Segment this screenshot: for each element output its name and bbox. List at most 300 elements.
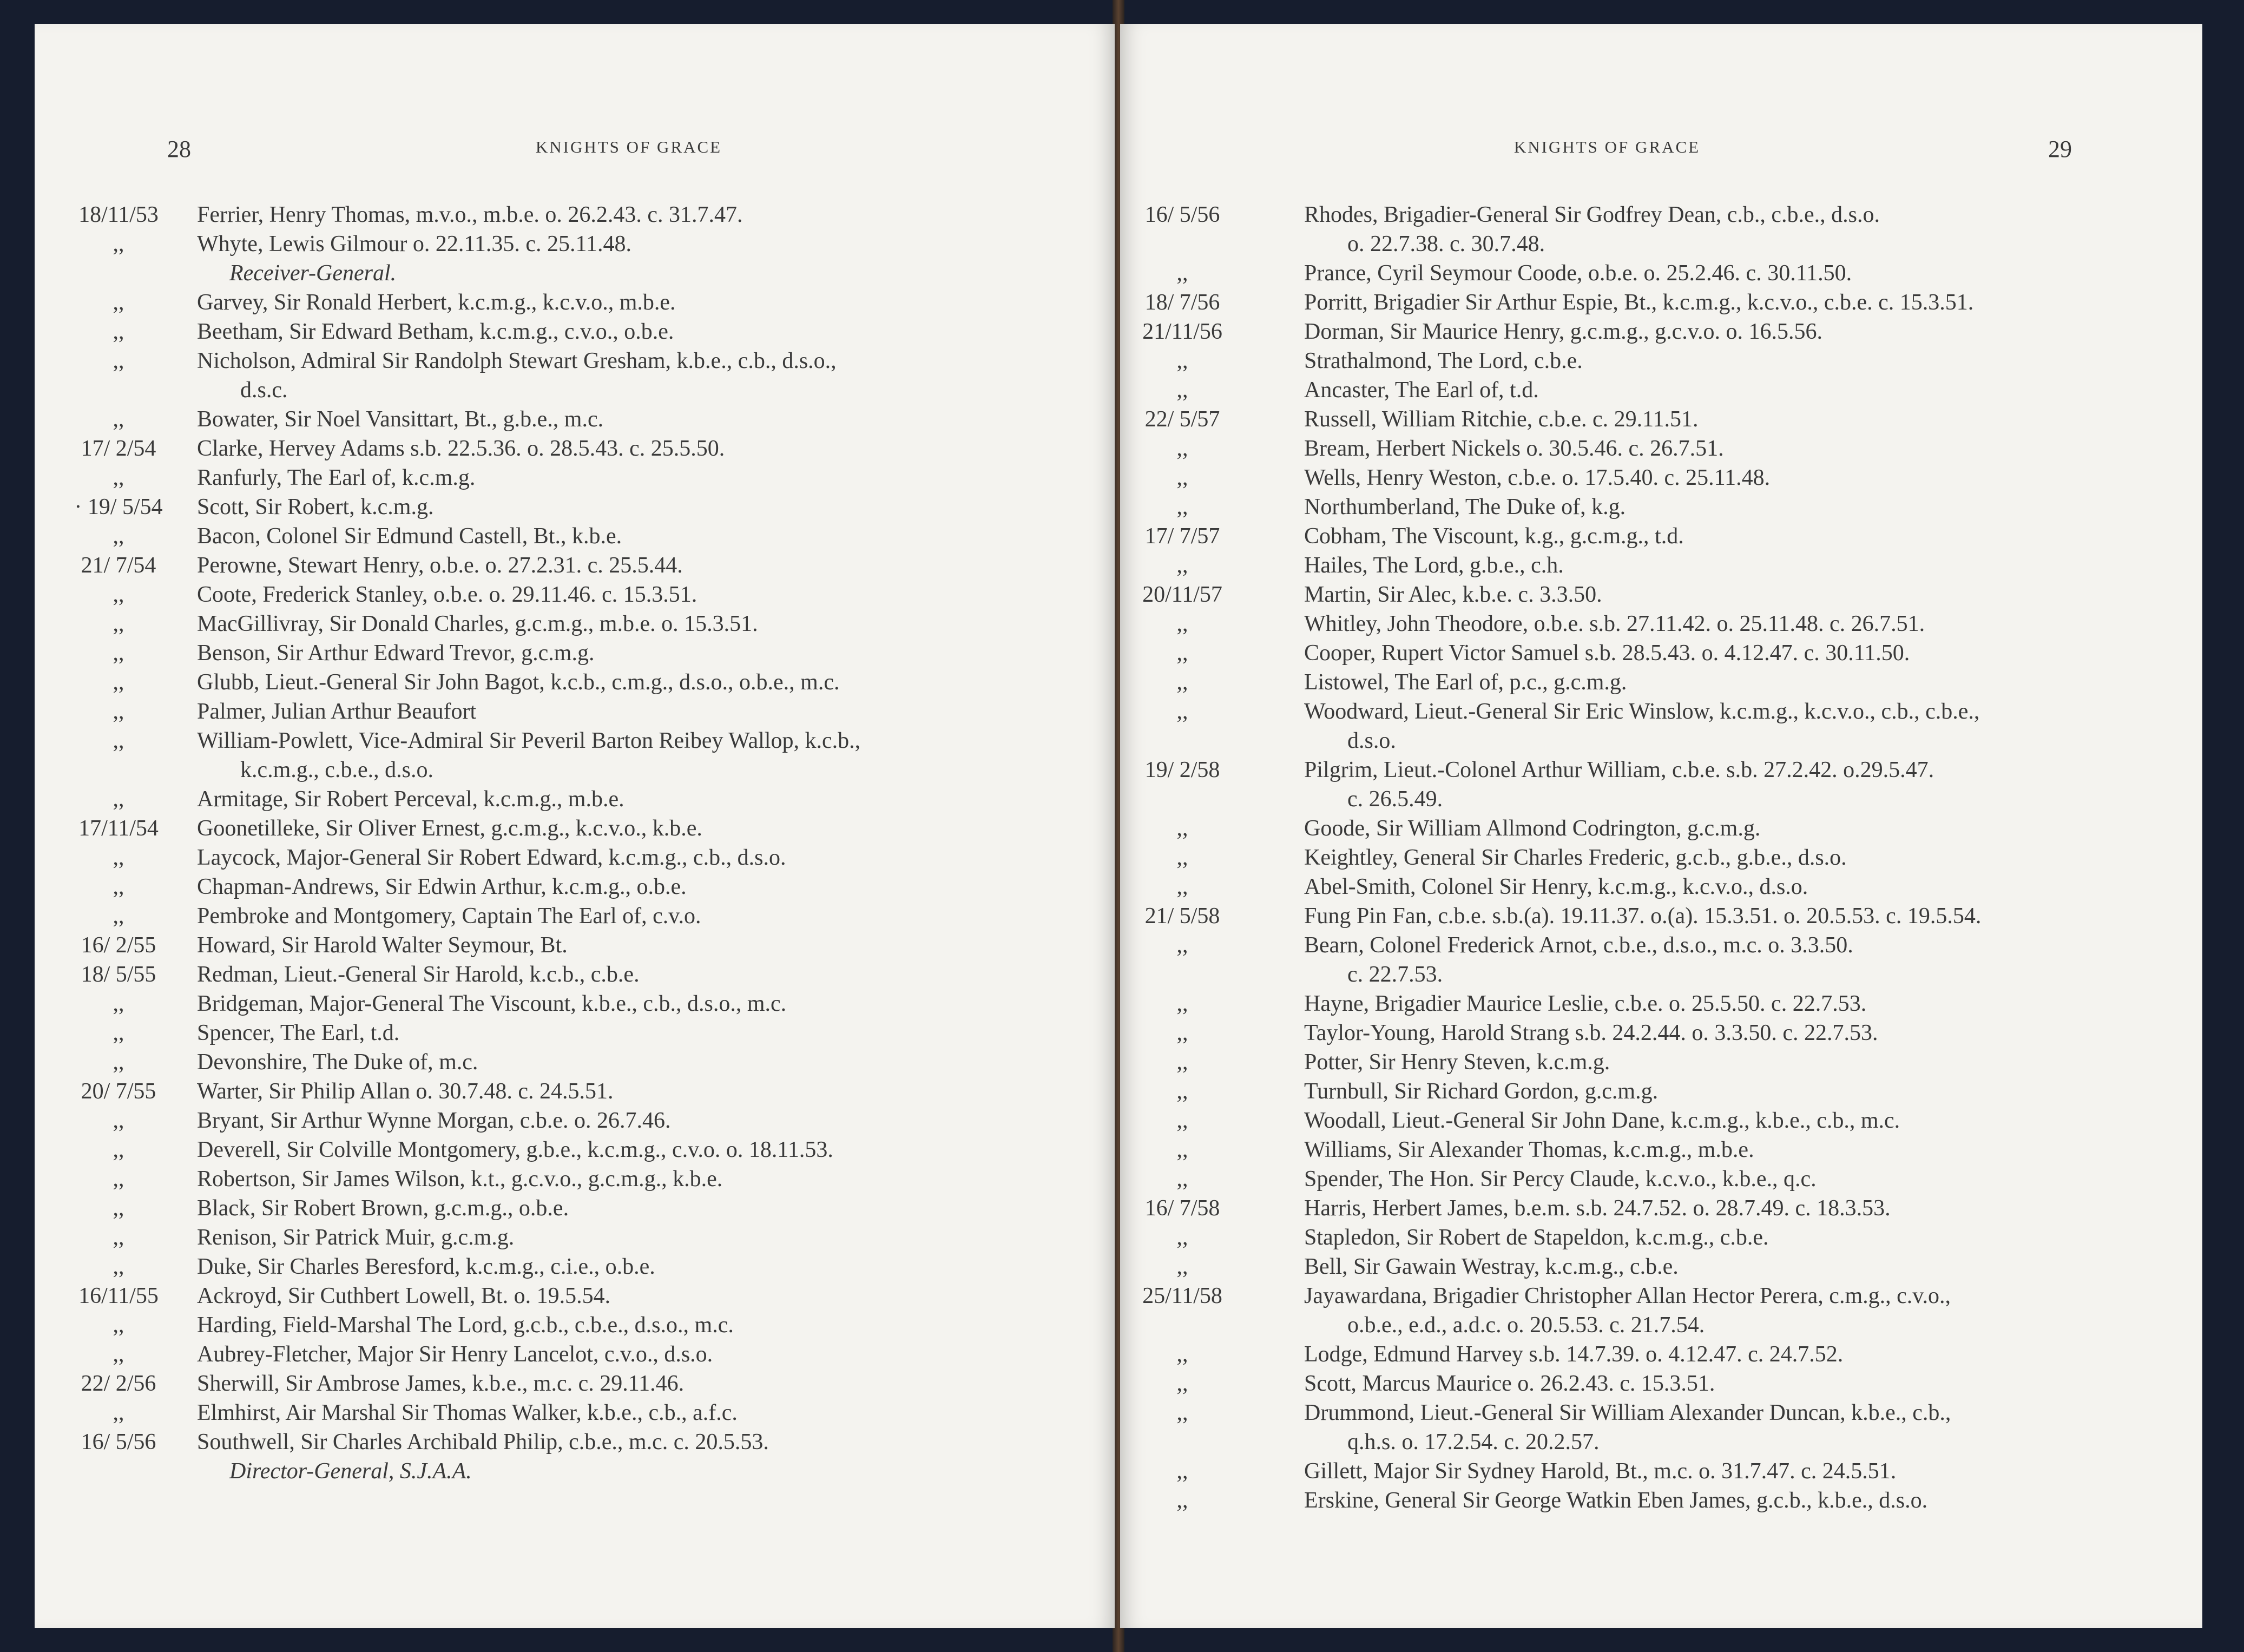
entry-date: ,, [113,407,124,432]
entry-date: ,, [1176,1459,1188,1484]
list-item [78,814,1115,843]
entry-text: Clarke, Hervey Adams s.b. 22.5.36. o. 28.5.43. c. 25.5.50. [197,436,725,461]
entry-continuation: o. 22.7.38. c. 30.7.48. [1347,232,1545,256]
list-item [113,726,1115,785]
list-item [1120,551,2121,580]
list-item [113,522,1115,551]
entry-date: ,, [113,582,124,607]
entry-date: ,, [113,465,124,490]
right-page [1120,24,2202,1628]
entry-text-block [1245,551,2121,580]
list-item [1120,317,2121,346]
list-item [1120,989,2121,1018]
list-item [78,1281,1115,1311]
entry-text: Harding, Field-Marshal The Lord, g.c.b., c.b.e., d.s.o., m.c. [197,1313,734,1338]
entry-date: ,, [113,699,124,724]
entry-date: ,, [1176,1021,1188,1045]
entry-text-block [197,697,1115,726]
entry-text: Drummond, Lieut.-General Sir William Alexander Duncan, k.b.e., c.b., [1304,1400,1951,1425]
entry-date: 16/ 7/58 [1144,1196,1220,1221]
list-item [113,785,1115,814]
entry-date: 19/ 2/58 [1144,758,1220,782]
list-item [113,843,1115,872]
page-header [35,135,1115,168]
entry-text-block [1245,814,2121,843]
list-item [81,1077,1115,1106]
entry-text-block [1245,317,2121,346]
entry-text: Southwell, Sir Charles Archibald Philip, c.b.e., m.c. c. 20.5.53. [197,1430,769,1454]
page-header [1120,135,2202,168]
entry-text-block [1245,609,2121,639]
entry-date: ,, [113,1196,124,1221]
list-item [113,1340,1115,1369]
entry-text: Wells, Henry Weston, c.b.e. o. 17.5.40. c. 25.11.48. [1304,465,1771,490]
list-item [113,1135,1115,1164]
entry-text: Benson, Sir Arthur Edward Trevor, g.c.m.g. [197,641,595,666]
list-item [1120,434,2121,463]
list-item [1120,1048,2121,1077]
entry-date: ,, [113,1137,124,1162]
entry-text-block [1245,639,2121,668]
list-item [113,901,1115,931]
entry-text: Goonetilleke, Sir Oliver Ernest, g.c.m.g., k.c.v.o., k.b.e. [197,816,702,841]
entry-text-block [197,229,1115,288]
entry-date: ,, [1176,1488,1188,1513]
entry-date: ,, [113,290,124,315]
entry-date: ,, [113,319,124,344]
entry-continuation: c. 26.5.49. [1347,787,1443,812]
list-item [1120,1398,2121,1457]
entry-date: ,, [113,611,124,636]
entry-text: MacGillivray, Sir Donald Charles, g.c.m.g., m.b.e. o. 15.3.51. [197,611,758,636]
entry-text: Beetham, Sir Edward Betham, k.c.m.g., c.v.o., o.b.e. [197,319,674,344]
list-item [1120,376,2121,405]
entry-date: 25/11/58 [1142,1284,1222,1308]
entry-text: Sherwill, Sir Ambrose James, k.b.e., m.c. c. 29.11.46. [197,1371,685,1396]
entry-list [74,200,1115,1486]
entry-text: Robertson, Sir James Wilson, k.t., g.c.v.o., g.c.m.g., k.b.e. [197,1167,723,1192]
entry-continuation: d.s.o. [1347,728,1396,753]
entry-text: Turnbull, Sir Richard Gordon, g.c.m.g. [1304,1079,1659,1104]
entry-date: ,, [1176,641,1188,666]
entry-date: ,, [113,232,124,256]
list-item [113,1106,1115,1135]
entry-text: Redman, Lieut.-General Sir Harold, k.c.b., c.b.e. [197,962,640,987]
entry-text-block [1245,434,2121,463]
entry-text-block [197,960,1115,989]
list-item [1120,872,2121,901]
entry-text: Goode, Sir William Allmond Codrington, g.c.m.g. [1304,816,1761,841]
entry-text: Hayne, Brigadier Maurice Leslie, c.b.e. o. 25.5.50. c. 22.7.53. [1304,991,1867,1016]
entry-text: Warter, Sir Philip Allan o. 30.7.48. c. 24.5.51. [197,1079,614,1104]
list-item [1120,1252,2121,1281]
entry-date: ,, [113,1050,124,1075]
entry-text-block [197,1018,1115,1048]
entry-date: 21/ 5/58 [1144,904,1220,929]
list-item [1120,1194,2121,1223]
entry-continuation: q.h.s. o. 17.2.54. c. 20.2.57. [1347,1430,1600,1454]
entry-text-block [197,785,1115,814]
entry-date: ,, [1176,1167,1188,1192]
entry-date: 20/11/57 [1142,582,1222,607]
entry-text-block [197,1427,1115,1486]
entry-date: 17/11/54 [78,816,159,841]
entry-text-block [197,872,1115,901]
entry-text-block [1245,376,2121,405]
running-title: KNIGHTS OF GRACE [1513,137,1701,156]
entry-text: Taylor-Young, Harold Strang s.b. 24.2.44. o. 3.3.50. c. 22.7.53. [1304,1021,1878,1045]
list-item [113,317,1115,346]
list-item [1120,609,2121,639]
entry-text: Ranfurly, The Earl of, k.c.m.g. [197,465,476,490]
entry-text-block [197,1311,1115,1340]
entry-date: ,, [113,1342,124,1367]
entry-text-block [197,200,1115,229]
entry-text: Garvey, Sir Ronald Herbert, k.c.m.g., k.c.v.o., m.b.e. [197,290,676,315]
entry-text: Chapman-Andrews, Sir Edwin Arthur, k.c.m.g., o.b.e. [197,874,687,899]
entry-text-block [1245,1340,2121,1369]
entry-text: Strathalmond, The Lord, c.b.e. [1304,348,1583,373]
list-item [1120,668,2121,697]
entry-continuation: o.b.e., e.d., a.d.c. o. 20.5.53. c. 21.7.54. [1347,1313,1705,1338]
list-item [113,1048,1115,1077]
list-item [1120,1281,2121,1340]
entry-date: ,, [1176,874,1188,899]
entry-text-block [1245,580,2121,609]
entry-text-block [197,668,1115,697]
list-item [113,609,1115,639]
entry-text-block [1245,1486,2121,1515]
list-item [1120,580,2121,609]
entry-text: Harris, Herbert James, b.e.m. s.b. 24.7.52. o. 28.7.49. c. 18.3.53. [1304,1196,1891,1221]
entry-text: Rhodes, Brigadier-General Sir Godfrey Dean, c.b., c.b.e., d.s.o. [1304,202,1880,227]
entry-text-block [197,639,1115,668]
entry-text: Listowel, The Earl of, p.c., g.c.m.g. [1304,670,1627,695]
list-item [113,1164,1115,1194]
entry-text: Whyte, Lewis Gilmour o. 22.11.35. c. 25.11.48. [197,232,631,256]
list-item [113,639,1115,668]
list-item [113,229,1115,288]
entry-text-block [1245,697,2121,755]
entry-text-block [1245,1135,2121,1164]
entry-date: ,, [113,524,124,549]
entry-text: Stapledon, Sir Robert de Stapeldon, k.c.m.g., c.b.e. [1304,1225,1769,1250]
entry-text: Porritt, Brigadier Sir Arthur Espie, Bt., k.c.m.g., k.c.v.o., c.b.e. c. 15.3.51. [1304,290,1974,315]
entry-date: ,, [113,991,124,1016]
list-item [1120,1018,2121,1048]
list-item [1120,1369,2121,1398]
entry-date: ,, [1176,1225,1188,1250]
entry-text: Glubb, Lieut.-General Sir John Bagot, k.c.b., c.m.g., d.s.o., o.b.e., m.c. [197,670,840,695]
entry-text: Ancaster, The Earl of, t.d. [1304,378,1539,403]
entry-text: Cobham, The Viscount, k.g., g.c.m.g., t.d. [1304,524,1684,549]
entry-list [1120,200,2121,1515]
entry-text-block [1245,1018,2121,1048]
entry-date: ,, [1176,1050,1188,1075]
entry-text-block [197,1369,1115,1398]
entry-date: ,, [1176,348,1188,373]
entry-date: ,, [113,348,124,373]
entry-text: Ackroyd, Sir Cuthbert Lowell, Bt. o. 19.5.54. [197,1284,611,1308]
list-item [113,1018,1115,1048]
entry-continuation: d.s.c. [240,378,288,403]
entry-text-block [197,492,1115,522]
entry-text: Black, Sir Robert Brown, g.c.m.g., o.b.e. [197,1196,569,1221]
entry-text: Bridgeman, Major-General The Viscount, k.b.e., c.b., d.s.o., m.c. [197,991,787,1016]
entry-date: ,, [113,1400,124,1425]
entry-text-block [1245,872,2121,901]
entry-text-block [197,1077,1115,1106]
list-item [1120,463,2121,492]
entry-date: 21/11/56 [1142,319,1222,344]
entry-text-block [1245,1106,2121,1135]
list-item [1120,1223,2121,1252]
entry-text: Duke, Sir Charles Beresford, k.c.m.g., c.i.e., o.b.e. [197,1254,655,1279]
entry-text-block [197,580,1115,609]
list-item [1120,697,2121,755]
entry-text: Renison, Sir Patrick Muir, g.c.m.g. [197,1225,515,1250]
list-item [1120,1486,2121,1515]
list-item [113,1194,1115,1223]
entry-text-block [1245,1164,2121,1194]
entry-text: Bell, Sir Gawain Westray, k.c.m.g., c.b.e. [1304,1254,1679,1279]
entry-text: Russell, William Ritchie, c.b.e. c. 29.11.51. [1304,407,1699,432]
list-item [113,1311,1115,1340]
entry-date: ,, [1176,816,1188,841]
entry-text: Ferrier, Henry Thomas, m.v.o., m.b.e. o. 26.2.43. c. 31.7.47. [197,202,743,227]
list-item [1120,1340,2121,1369]
entry-text-block [1245,1048,2121,1077]
entry-text: Lodge, Edmund Harvey s.b. 14.7.39. o. 4.12.47. c. 24.7.52. [1304,1342,1844,1367]
entry-text: Nicholson, Admiral Sir Randolph Stewart Gresham, k.b.e., c.b., d.s.o., [197,348,837,373]
entry-date: ,, [113,1021,124,1045]
entry-date: ,, [1176,699,1188,724]
entry-office: Receiver-General. [229,261,397,286]
entry-date: ,, [113,787,124,812]
entry-text-block [197,814,1115,843]
entry-text-block [1245,989,2121,1018]
entry-text: Perowne, Stewart Henry, o.b.e. o. 27.2.31. c. 25.5.44. [197,553,683,578]
entry-date: ,, [113,1167,124,1192]
entry-text: Palmer, Julian Arthur Beaufort [197,699,477,724]
entry-text-block [197,551,1115,580]
entry-text: Whitley, John Theodore, o.b.e. s.b. 27.11.42. o. 25.11.48. c. 26.7.51. [1304,611,1925,636]
list-item [81,931,1115,960]
entry-text: Scott, Sir Robert, k.c.m.g. [197,495,434,519]
entry-date: 16/ 5/56 [81,1430,156,1454]
entry-text-block [197,726,1115,785]
entry-text-block [197,931,1115,960]
entry-text: Gillett, Major Sir Sydney Harold, Bt., m.c. o. 31.7.47. c. 24.5.51. [1304,1459,1897,1484]
entry-text-block [197,989,1115,1018]
list-item [1120,200,2121,259]
list-item [1120,755,2121,814]
entry-text: Bearn, Colonel Frederick Arnot, c.b.e., d.s.o., m.c. o. 3.3.50. [1304,933,1853,958]
list-item [1120,1077,2121,1106]
entry-text: Hailes, The Lord, g.b.e., c.h. [1304,553,1564,578]
entry-text-block [1245,259,2121,288]
list-item [81,434,1115,463]
list-item [1120,346,2121,376]
entry-date: ,, [1176,845,1188,870]
entry-date: ,, [1176,465,1188,490]
entry-date: ,, [113,1108,124,1133]
entry-date: ,, [1176,436,1188,461]
running-title: KNIGHTS OF GRACE [535,137,722,156]
list-item [1120,1164,2121,1194]
entry-text-block [1245,1252,2121,1281]
entry-date: ,, [1176,1342,1188,1367]
entry-date: ,, [1176,611,1188,636]
list-item [78,200,1115,229]
entry-text-block [1245,1398,2121,1457]
list-item [1120,522,2121,551]
list-item [113,346,1115,405]
entry-text: Bryant, Sir Arthur Wynne Morgan, c.b.e. o. 26.7.46. [197,1108,671,1133]
entry-date: ,, [1176,378,1188,403]
entry-date: 21/ 7/54 [81,553,156,578]
entry-continuation: c. 22.7.53. [1347,962,1443,987]
entry-text-block [197,1398,1115,1427]
entry-date: ,, [1176,1079,1188,1104]
entry-text-block [1245,931,2121,989]
entry-date: 17/ 2/54 [81,436,156,461]
entry-text-block [1245,346,2121,376]
entry-text-block [197,1340,1115,1369]
entry-text: Laycock, Major-General Sir Robert Edward, k.c.m.g., c.b., d.s.o. [197,845,786,870]
entry-continuation: k.c.m.g., c.b.e., d.s.o. [240,758,433,782]
entry-date: 22/ 5/57 [1144,407,1220,432]
entry-text: Bacon, Colonel Sir Edmund Castell, Bt., k.b.e. [197,524,622,549]
entry-text: Northumberland, The Duke of, k.g. [1304,495,1626,519]
entry-text: Erskine, General Sir George Watkin Eben James, g.c.b., k.b.e., d.s.o. [1304,1488,1928,1513]
entry-text-block [197,1164,1115,1194]
list-item [113,697,1115,726]
entry-date: ,, [113,728,124,753]
entry-text-block [1245,1457,2121,1486]
entry-text: Spencer, The Earl, t.d. [197,1021,400,1045]
entry-text-block [1245,463,2121,492]
entry-date: ,, [1176,553,1188,578]
list-item [1120,814,2121,843]
list-item [113,872,1115,901]
entry-text-block [197,405,1115,434]
entry-text-block [1245,755,2121,814]
entry-text: Spender, The Hon. Sir Percy Claude, k.c.v.o., k.b.e., q.c. [1304,1167,1817,1192]
entry-date: 18/11/53 [78,202,159,227]
entry-date: 18/ 7/56 [1144,290,1220,315]
entry-text: Bream, Herbert Nickels o. 30.5.46. c. 26.7.51. [1304,436,1724,461]
list-item [1120,1106,2121,1135]
entry-text-block [1245,1369,2121,1398]
entry-text-block [1245,405,2121,434]
entry-date: ,, [1176,933,1188,958]
list-item [81,960,1115,989]
entry-text-block [1245,1077,2121,1106]
entry-text: Fung Pin Fan, c.b.e. s.b.(a). 19.11.37. o.(a). 15.3.51. o. 20.5.53. c. 19.5.54. [1304,904,1982,929]
entry-text-block [197,288,1115,317]
entry-text-block [1245,668,2121,697]
entry-text-block [1245,492,2121,522]
entry-date: ,, [1176,1108,1188,1133]
list-item [113,288,1115,317]
entry-date: 16/ 5/56 [1144,202,1220,227]
entry-text: Scott, Marcus Maurice o. 26.2.43. c. 15.3.51. [1304,1371,1715,1396]
list-item [113,580,1115,609]
list-item [74,492,1115,522]
list-item [81,551,1115,580]
entry-text-block [197,1194,1115,1223]
entry-text-block [197,609,1115,639]
entry-text-block [1245,1194,2121,1223]
entry-date: ,, [1176,261,1188,286]
entry-office: Director-General, S.J.A.A. [229,1459,472,1484]
entry-date: ,, [113,641,124,666]
entry-text-block [197,522,1115,551]
entry-text-block [197,901,1115,931]
entry-text-block [197,317,1115,346]
entry-text: Devonshire, The Duke of, m.c. [197,1050,478,1075]
entry-text: Pembroke and Montgomery, Captain The Earl of, c.v.o. [197,904,701,929]
entry-text: Cooper, Rupert Victor Samuel s.b. 28.5.43. o. 4.12.47. c. 30.11.50. [1304,641,1910,666]
page-number: 28 [167,136,191,162]
list-item [1120,405,2121,434]
list-item [113,1223,1115,1252]
entry-text: Williams, Sir Alexander Thomas, k.c.m.g., m.b.e. [1304,1137,1754,1162]
list-item [1120,639,2121,668]
entry-text-block [1245,200,2121,259]
entry-date: ,, [113,1254,124,1279]
entry-date: ,, [113,874,124,899]
entry-text-block [1245,1281,2121,1340]
entry-text: Dorman, Sir Maurice Henry, g.c.m.g., g.c.v.o. o. 16.5.56. [1304,319,1823,344]
entry-date: 17/ 7/57 [1144,524,1220,549]
entry-text: Potter, Sir Henry Steven, k.c.m.g. [1304,1050,1610,1075]
entry-text-block [197,1048,1115,1077]
entry-text-block [197,843,1115,872]
entry-date: 16/11/55 [78,1284,159,1308]
entry-text: Jayawardana, Brigadier Christopher Allan Hector Perera, c.m.g., c.v.o., [1304,1284,1951,1308]
entry-text: Armitage, Sir Robert Perceval, k.c.m.g., m.b.e. [197,787,624,812]
entry-text-block [197,1281,1115,1311]
entry-date: ,, [1176,670,1188,695]
entry-text-block [197,346,1115,405]
entry-text: Woodward, Lieut.-General Sir Eric Winslow, k.c.m.g., k.c.v.o., c.b., c.b.e., [1304,699,1980,724]
entry-text: Pilgrim, Lieut.-Colonel Arthur William, c.b.e. s.b. 27.2.42. o.29.5.47. [1304,758,1934,782]
entry-date: ,, [113,904,124,929]
entry-date: ,, [113,1313,124,1338]
list-item [113,668,1115,697]
entry-date: 22/ 2/56 [81,1371,156,1396]
entry-text: William-Powlett, Vice-Admiral Sir Peveril Barton Reibey Wallop, k.c.b., [197,728,861,753]
entry-text: Keightley, General Sir Charles Frederic, g.c.b., g.b.e., d.s.o. [1304,845,1847,870]
list-item [1120,843,2121,872]
list-item [81,1369,1115,1398]
entry-date: 18/ 5/55 [81,962,156,987]
entry-text-block [1245,1223,2121,1252]
entry-text-block [197,1135,1115,1164]
entry-text: Bowater, Sir Noel Vansittart, Bt., g.b.e., m.c. [197,407,604,432]
entry-text: Elmhirst, Air Marshal Sir Thomas Walker, k.b.e., c.b., a.f.c. [197,1400,738,1425]
entry-text-block [1245,901,2121,931]
list-item [1120,931,2121,989]
entry-text-block [197,434,1115,463]
entry-text: Howard, Sir Harold Walter Seymour, Bt. [197,933,568,958]
entry-text-block [1245,288,2121,317]
list-item [1120,259,2121,288]
list-item [113,989,1115,1018]
entry-date: 16/ 2/55 [81,933,156,958]
